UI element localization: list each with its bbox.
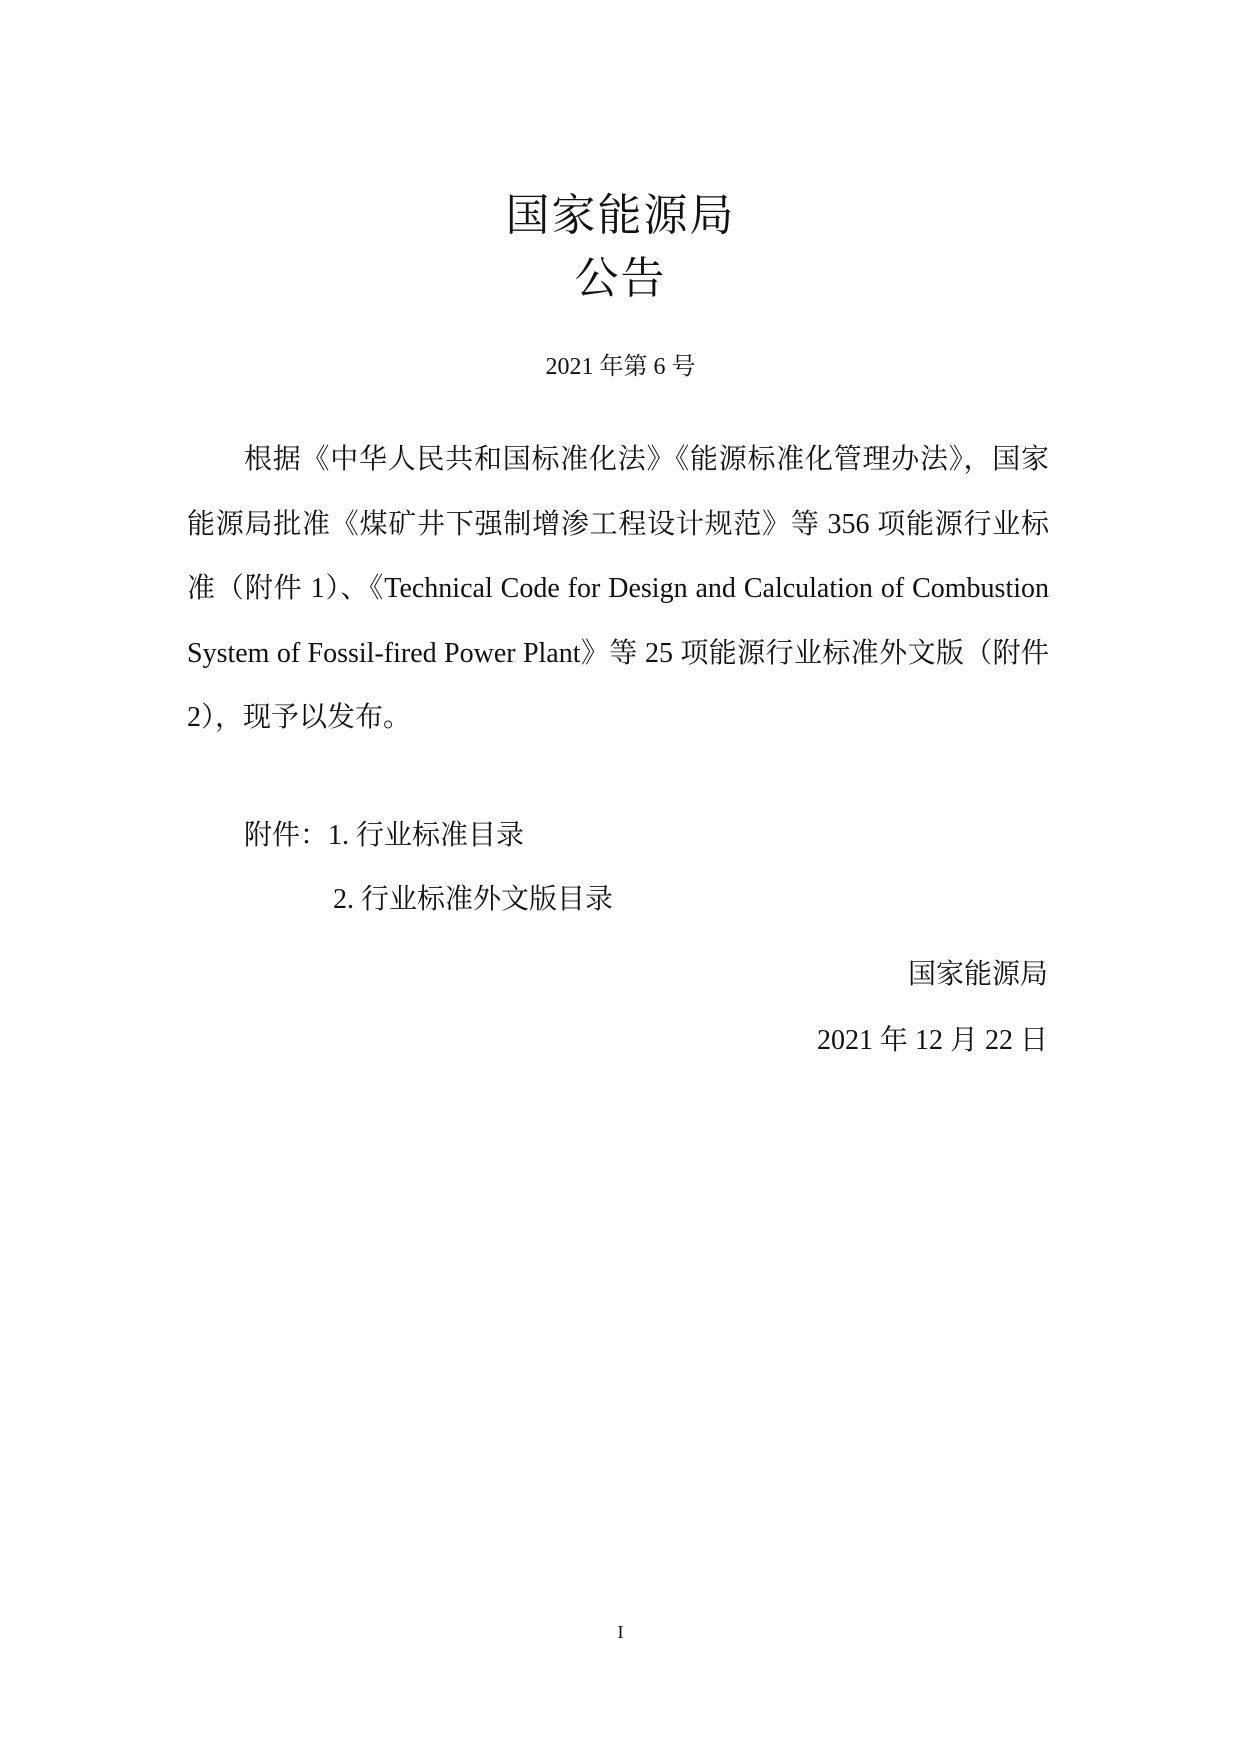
issuer-signature: 国家能源局: [907, 959, 1048, 990]
page-number: I: [617, 1622, 624, 1642]
attachments-list: [244, 816, 524, 856]
issue-date: 2021 年 12 月 22 日: [816, 1025, 1048, 1056]
announcement-body: 根据《中华人民共和国标准化法》《能源标准化管理办法》，国家能源局批准《煤矿井下强制增渗工程设计规范》等 356 项能源行业标准（附件 1）、《Technical Code for Design and Calculation of Combustion System of Fossil-fired Power Plant》等 25 项能源行业标准外文版（附件 2），现予以发布。: [187, 444, 1049, 733]
announcement-title: 公告: [574, 253, 667, 304]
attachment-item-1: 1. 行业标准目录: [328, 820, 525, 851]
document-number: 2021 年第 6 号: [545, 354, 696, 380]
attachments-label: 附件：: [244, 820, 329, 851]
issuer-title: 国家能源局: [505, 190, 736, 241]
attachment-item-2: 2. 行业标准外文版目录: [333, 884, 614, 915]
